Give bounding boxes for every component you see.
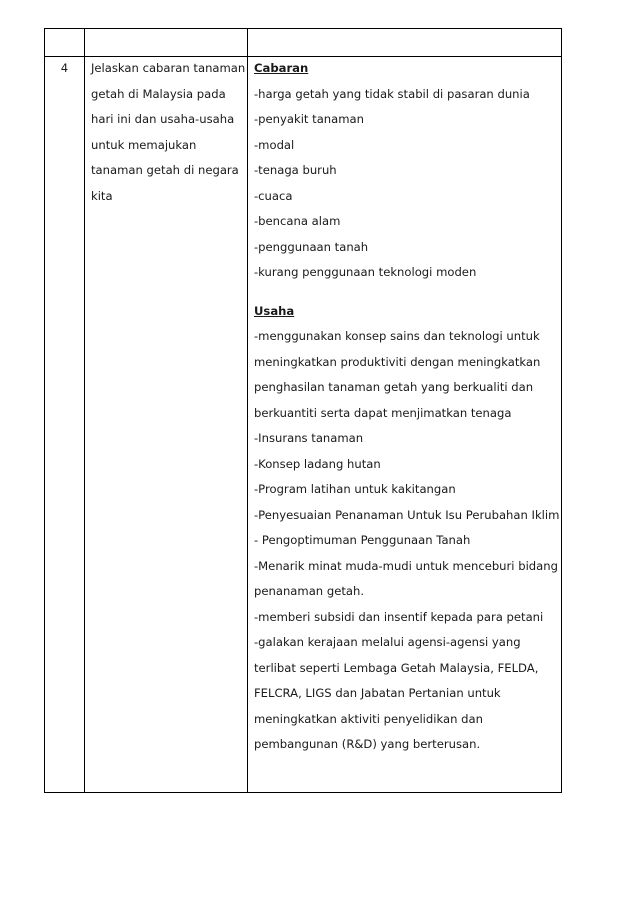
- question-line: kita: [91, 188, 113, 203]
- question-line: getah di Malaysia pada: [91, 86, 226, 101]
- cabaran-item: -bencana alam: [254, 214, 341, 228]
- answer-cell: [254, 56, 560, 758]
- usaha-item: -Program latihan untuk kakitangan: [254, 482, 456, 496]
- usaha-item: meningkatkan produktiviti dengan meningkatkan: [254, 354, 541, 369]
- usaha-item: berkuantiti serta dapat menjimatkan tenaga: [254, 405, 512, 420]
- usaha-item: -menggunakan konsep sains dan teknologi untuk: [254, 329, 540, 343]
- column-divider-2: [247, 29, 248, 792]
- usaha-item: FELCRA, LIGS dan Jabatan Pertanian untuk: [254, 686, 501, 700]
- usaha-item: -galakan kerajaan melalui agensi-agensi yang: [254, 635, 521, 649]
- usaha-item: penanaman getah.: [254, 584, 365, 598]
- usaha-item: penghasilan tanaman getah yang berkualiti dan: [254, 380, 534, 394]
- row-number-cell: [45, 56, 84, 82]
- question-cell: [91, 56, 246, 209]
- usaha-item: -Insurans tanaman: [254, 431, 364, 445]
- usaha-item: -memberi subsidi dan insentif kepada para petani: [254, 609, 544, 624]
- question-line: tanaman getah di negara: [91, 163, 239, 177]
- usaha-item: pembangunan (R&D) yang berterusan.: [254, 737, 481, 751]
- cabaran-item: -kurang penggunaan teknologi moden: [254, 265, 477, 279]
- row-number: 4: [60, 61, 69, 75]
- cabaran-item: -cuaca: [254, 188, 293, 203]
- question-line: untuk memajukan: [91, 137, 197, 152]
- usaha-item: -Menarik minat muda-mudi untuk menceburi bidang: [254, 558, 558, 573]
- cabaran-item: -penggunaan tanah: [254, 239, 369, 254]
- section-spacer: [254, 286, 560, 299]
- usaha-item: -Konsep ladang hutan: [254, 456, 381, 471]
- cabaran-item: -harga getah yang tidak stabil di pasaran dunia: [254, 86, 530, 101]
- usaha-heading: Usaha: [254, 303, 295, 318]
- usaha-item: terlibat seperti Lembaga Getah Malaysia, FELDA,: [254, 660, 539, 675]
- usaha-item: -Penyesuaian Penanaman Untuk Isu Perubahan Iklim: [254, 507, 560, 522]
- question-line: Jelaskan cabaran tanaman: [91, 61, 246, 75]
- question-line: hari ini dan usaha-usaha: [91, 112, 235, 126]
- cabaran-item: -modal: [254, 137, 295, 152]
- cabaran-item: -penyakit tanaman: [254, 112, 365, 126]
- cabaran-item: -tenaga buruh: [254, 163, 337, 177]
- usaha-item: meningkatkan aktiviti penyelidikan dan: [254, 711, 483, 726]
- column-divider-1: [84, 29, 85, 792]
- cabaran-heading: Cabaran: [254, 61, 309, 75]
- usaha-item: - Pengoptimuman Penggunaan Tanah: [254, 533, 471, 547]
- document-table: [44, 28, 562, 793]
